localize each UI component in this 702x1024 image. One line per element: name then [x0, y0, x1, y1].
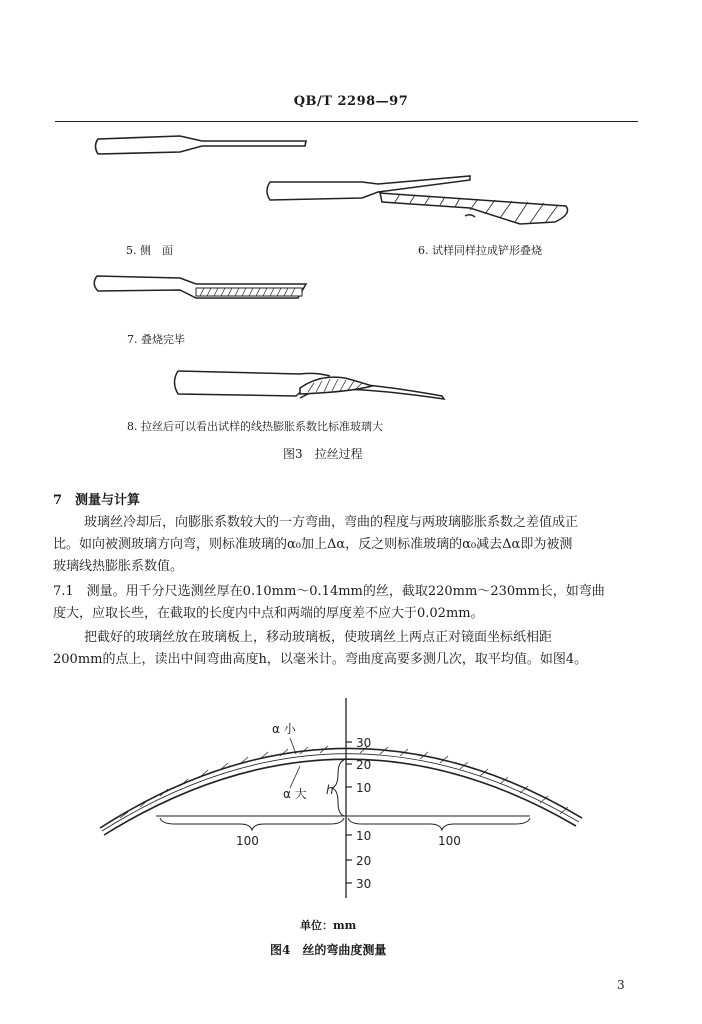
caption-step7: 7. 叠烧完毕	[127, 333, 185, 346]
paragraph-line: 7.1 测量。用千分尺选测丝厚在0.10mm～0.14mm的丝，截取220mm～230mm长，如弯曲	[53, 584, 605, 599]
scale-label: 20	[356, 854, 372, 868]
fig3-step6-spatula	[267, 176, 568, 224]
standard-code: QB/T 2298—97	[293, 94, 409, 109]
alpha-large-leader	[290, 766, 300, 788]
paragraph-line: 玻璃丝冷却后，向膨胀系数较大的一方弯曲，弯曲的程度与两玻璃膨胀系数之差值成正	[84, 515, 579, 530]
dim-brace-left	[160, 818, 344, 830]
fig3-step7-fired	[94, 276, 306, 298]
paragraph-line: 200mm的点上，读出中间弯曲高度h，以毫米计。弯曲度高要多测几次，取平均值。如图4。	[53, 652, 588, 667]
dim-brace-right	[348, 818, 530, 830]
fig3-step8-drawn-fiber	[175, 371, 445, 399]
caption-step5: 5. 侧 面	[126, 244, 173, 257]
scale-label: 10	[356, 829, 372, 843]
dimension-label-left: 100	[236, 834, 259, 848]
paragraph-line: 比。如向被测玻璃方向弯，则标准玻璃的α₀加上Δα，反之则标准玻璃的α₀减去Δα即为被测	[53, 537, 573, 552]
alpha-large-label: α 大	[283, 787, 307, 801]
scale-label: 10	[356, 781, 372, 795]
figure3-title: 图3 拉丝过程	[283, 447, 363, 461]
scale-label: 30	[356, 736, 372, 750]
dimension-label-right: 100	[438, 834, 461, 848]
h-label: h	[326, 783, 334, 797]
alpha-small-label: α 小	[272, 722, 296, 736]
fig3-step5-rod	[96, 136, 307, 154]
scale-label: 30	[356, 877, 372, 891]
figure4-bending-diagram	[0, 690, 702, 930]
paragraph-line: 把截好的玻璃丝放在玻璃板上，移动玻璃板，使玻璃丝上两点正对镜面坐标纸相距	[84, 630, 553, 645]
scale-ticks	[346, 742, 352, 883]
caption-step8: 8. 拉丝后可以看出试样的线热膨胀系数比标准玻璃大	[127, 420, 383, 433]
figure4-title: 图4 丝的弯曲度测量	[270, 943, 387, 957]
page-number: 3	[617, 978, 625, 992]
unit-note: 单位：mm	[300, 919, 357, 932]
paragraph-line: 度大，应取长些，在截取的长度内中点和两端的厚度差不应大于0.02mm。	[53, 606, 484, 621]
h-brace	[332, 760, 344, 816]
paragraph-line: 玻璃线热膨胀系数值。	[53, 559, 184, 574]
caption-step6: 6. 试样同样拉成铲形叠烧	[418, 244, 542, 257]
scale-label: 20	[356, 758, 372, 772]
figure3-drawings	[0, 0, 702, 440]
section-heading: 7 测量与计算	[53, 493, 141, 508]
